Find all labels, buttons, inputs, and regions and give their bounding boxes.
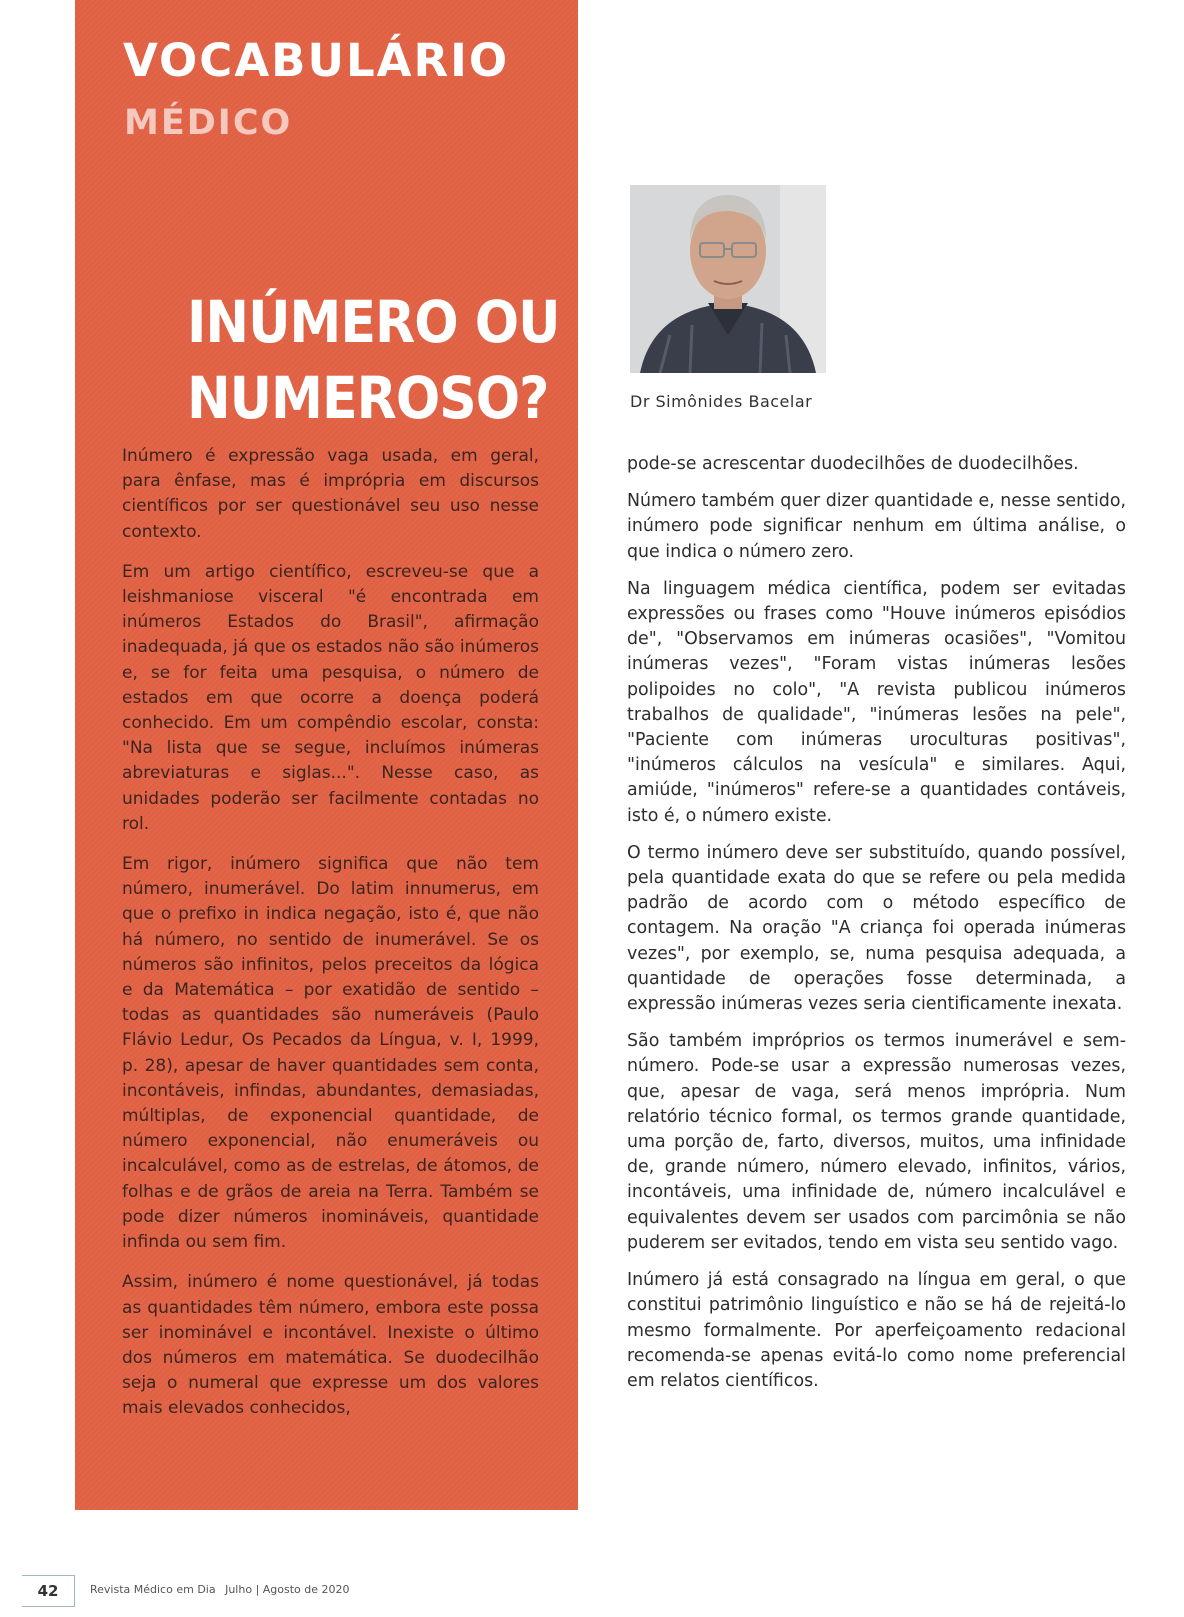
headline-line-2: NUMEROSO? [187, 364, 549, 432]
left-column-panel [75, 0, 578, 1510]
paragraph: pode-se acrescentar duodecilhões de duodecilhões. [627, 454, 1079, 474]
section-title: VOCABULÁRIO [123, 34, 510, 87]
left-column-text [122, 444, 539, 1437]
paragraph: Inúmero é expressão vaga usada, em geral, para ênfase, mas é imprópria em discursos científicos por ser questionável seu uso nesse contexto. [122, 446, 539, 542]
paragraph: O termo inúmero deve ser substituído, quando possível, pela quantidade exata do que se refere ou pela medida padrão de acordo com o método específico de contagem. Na oração "A criança foi operada inúmeras vezes", por exemplo, se, numa pesquisa adequada, a quantidade de operações fosse determinada, a expressão inúmeras vezes seria cientificamente inexata. [627, 842, 1126, 1015]
article-headline [187, 284, 559, 436]
magazine-name: Revista Médico em Dia [90, 1583, 216, 1596]
author-name: Dr Simônides Bacelar [630, 392, 813, 411]
issue-date: Julho | Agosto de 2020 [225, 1583, 350, 1596]
paragraph: São também impróprios os termos inumerável e sem-número. Pode-se usar a expressão numerosas vezes, que, apesar de vaga, será menos imprópria. Num relatório técnico formal, os termos grande quantidade, uma porção de, farto, diversos, muitos, uma infinidade de, grande número, número elevado, infinitos, vários, incontáveis, uma infinidade de, número incalculável e equivalentes devem ser usados com parcimônia se não puderem ser evitados, tendo em vista seu sentido vago. [627, 1031, 1126, 1253]
headline-line-1: INÚMERO OU [187, 288, 560, 356]
paragraph: Em um artigo científico, escreveu-se que a leishmaniose visceral "é encontrada em inúmeros Estados do Brasil", afirmação inadequada, já que os estados não são inúmeros e, se for feita uma pesquisa, o número de estados em que ocorre a doença poderá conhecido. Em um compêndio escolar, consta: "Na lista que se segue, incluímos inúmeras abreviaturas e siglas...". Nesse caso, as unidades poderão ser facilmente contadas no rol. [122, 561, 539, 834]
author-portrait-image [630, 185, 826, 373]
paragraph: Em rigor, inúmero significa que não tem número, inumerável. Do latim innumerus, em que o prefixo in indica negação, isto é, que não há número, no sentido de inumerável. Se os números são infinitos, pelos preceitos da lógica e da Matemática – por exatidão de sentido – todas as quantidades são numeráveis (Paulo Flávio Ledur, Os Pecados da Língua, v. I, 1999, p. 28), apesar de haver quantidades sem conta, incontáveis, infindas, abundantes, demasiadas, múltiplas, de exponencial quantidade, de número exponencial, não enumeráveis ou incalculável, como as de estrelas, de átomos, de folhas e de grãos de areia na Terra. Também se pode dizer números inomináveis, quantidade infinda ou sem fim. [122, 854, 539, 1253]
page-footer [22, 1575, 422, 1605]
section-subtitle: MÉDICO [124, 103, 293, 143]
footer-publication [90, 1583, 356, 1596]
author-photo [630, 185, 826, 373]
paragraph: Na linguagem médica científica, podem ser evitadas expressões ou frases como "Houve inúmeros episódios de", "Observamos em inúmeras ocasiões", "Vomitou inúmeras vezes", "Foram vistas inúmeras lesões polipoides no colo", "A revista publicou inúmeros trabalhos de qualidade", "inúmeras lesões na pele", "Paciente com inúmeras uroculturas positivas", "inúmeros cálculos na vesícula" e similares. Aqui, amiúde, "inúmeros" refere-se a quantidades contáveis, isto é, o número existe. [627, 578, 1126, 826]
paragraph: Número também quer dizer quantidade e, nesse sentido, inúmero pode significar nenhum em última análise, o que indica o número zero. [627, 491, 1126, 562]
right-column-text [627, 452, 1126, 1406]
paragraph: Inúmero já está consagrado na língua em geral, o que constitui patrimônio linguístico e não se há de rejeitá-lo mesmo formalmente. Por aperfeiçoamento redacional recomenda-se apenas evitá-lo como nome preferencial em relatos científicos. [627, 1270, 1126, 1391]
page-number: 42 [22, 1575, 75, 1607]
paragraph: Assim, inúmero é nome questionável, já todas as quantidades têm número, embora este possa ser inominável e incontável. Inexiste o último dos números em matemática. Se duodecilhão seja o numeral que expresse um dos valores mais elevados conhecidos, [122, 1272, 539, 1419]
